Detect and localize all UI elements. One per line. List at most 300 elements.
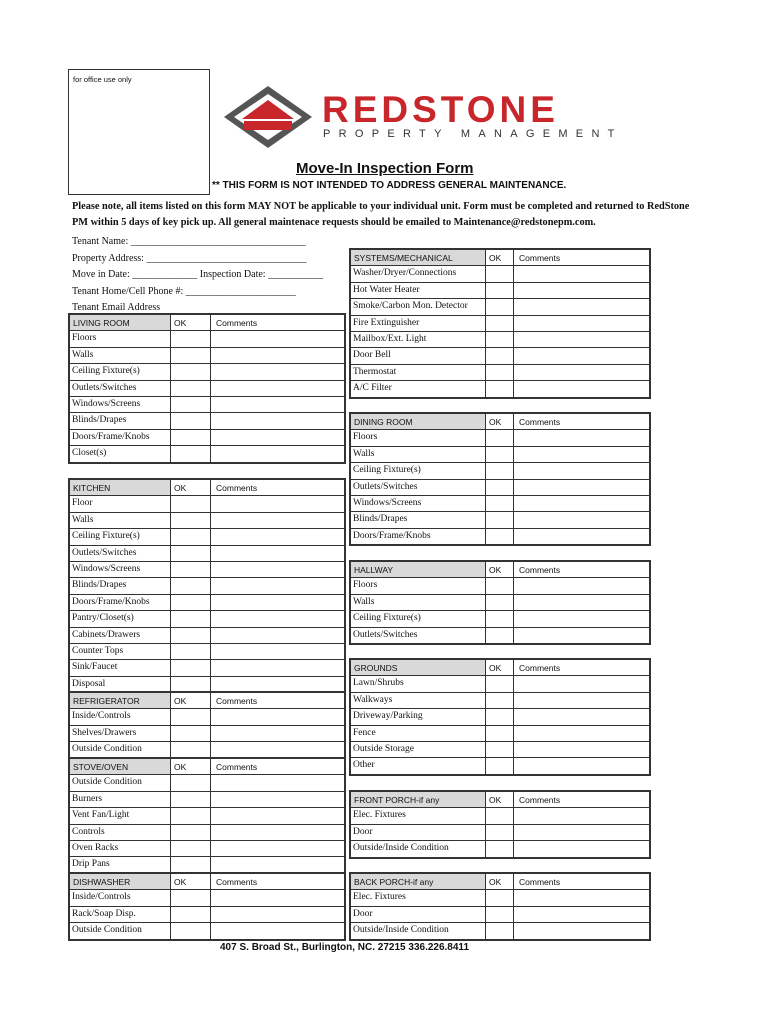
ok-label: OK xyxy=(174,318,187,328)
checklist-row[interactable] xyxy=(351,825,649,841)
ok-column-header xyxy=(485,792,486,807)
comments-cell[interactable] xyxy=(513,693,514,708)
comments-cell[interactable] xyxy=(513,923,514,939)
ok-column-header xyxy=(485,660,486,675)
ok-cell[interactable] xyxy=(485,841,486,857)
section-header xyxy=(351,660,649,676)
ok-cell[interactable] xyxy=(170,496,171,511)
checklist-row[interactable] xyxy=(351,628,649,644)
item-label: Blinds/Drapes xyxy=(72,580,127,591)
checklist-row[interactable] xyxy=(70,644,344,660)
ok-cell[interactable] xyxy=(485,266,486,281)
comments-cell[interactable] xyxy=(513,332,514,347)
item-label: Windows/Screens xyxy=(72,564,141,574)
item-label: Mailbox/Ext. Light xyxy=(353,334,427,344)
ok-column-header xyxy=(170,759,171,774)
comments-cell[interactable] xyxy=(210,808,211,823)
left-section-dishwasher xyxy=(68,872,346,941)
item-label: Blinds/Drapes xyxy=(72,415,127,426)
item-label: Pantry/Closet(s) xyxy=(72,613,134,624)
item-label: Sink/Faucet xyxy=(72,662,118,673)
ok-cell[interactable] xyxy=(485,595,486,610)
ok-cell[interactable] xyxy=(170,546,171,561)
checklist-row[interactable] xyxy=(70,595,344,611)
item-label: Disposal xyxy=(72,678,106,689)
ok-cell[interactable] xyxy=(170,792,171,807)
ok-cell[interactable] xyxy=(170,907,171,922)
item-label: Oven Racks xyxy=(72,843,119,853)
ok-column-header xyxy=(485,250,486,265)
ok-column-header xyxy=(485,874,486,889)
comments-cell[interactable] xyxy=(210,348,211,363)
comments-cell[interactable] xyxy=(210,907,211,922)
comments-cell[interactable] xyxy=(513,447,514,462)
checklist-row[interactable] xyxy=(351,299,649,315)
comments-cell[interactable] xyxy=(210,709,211,724)
right-section-hallway xyxy=(349,560,651,645)
ok-label: OK xyxy=(174,696,187,706)
checklist-row[interactable] xyxy=(70,446,344,462)
section-header xyxy=(70,759,344,775)
ok-cell[interactable] xyxy=(170,923,171,939)
ok-cell[interactable] xyxy=(170,709,171,724)
ok-cell[interactable] xyxy=(170,578,171,593)
checklist-row[interactable] xyxy=(70,907,344,923)
checklist-row[interactable] xyxy=(70,348,344,364)
ok-cell[interactable] xyxy=(485,611,486,626)
comments-cell[interactable] xyxy=(210,397,211,412)
ok-label: OK xyxy=(489,663,502,673)
ok-column-header xyxy=(170,315,171,330)
section-header xyxy=(351,414,649,430)
checklist-row[interactable] xyxy=(70,726,344,742)
ok-cell[interactable] xyxy=(485,480,486,495)
comments-cell[interactable] xyxy=(210,660,211,675)
checklist-row[interactable] xyxy=(351,480,649,496)
ok-cell[interactable] xyxy=(170,446,171,462)
comments-cell[interactable] xyxy=(210,644,211,659)
checklist-row[interactable] xyxy=(351,283,649,299)
ok-cell[interactable] xyxy=(170,808,171,823)
item-label: Windows/Screens xyxy=(353,498,422,508)
checklist-row[interactable] xyxy=(351,758,649,774)
section-header xyxy=(70,480,344,496)
item-label: Ceiling Fixture(s) xyxy=(72,531,140,542)
section-title: FRONT PORCH-if any xyxy=(351,792,485,807)
comments-cell[interactable] xyxy=(513,381,514,397)
ok-column-header xyxy=(485,414,486,429)
ok-cell[interactable] xyxy=(485,709,486,724)
ok-cell[interactable] xyxy=(170,841,171,856)
comments-label: Comments xyxy=(519,877,561,887)
section-title: LIVING ROOM xyxy=(70,315,170,330)
checklist-row[interactable] xyxy=(351,266,649,282)
ok-cell[interactable] xyxy=(170,348,171,363)
item-label: Shelves/Drawers xyxy=(72,727,137,738)
ok-cell[interactable] xyxy=(170,644,171,659)
section-header xyxy=(70,315,344,331)
item-label: Ceiling Fixture(s) xyxy=(353,465,421,476)
checklist-row[interactable] xyxy=(351,463,649,479)
ok-cell[interactable] xyxy=(170,513,171,528)
ok-cell[interactable] xyxy=(485,890,486,905)
checklist-row[interactable] xyxy=(351,742,649,758)
comments-cell[interactable] xyxy=(210,430,211,445)
comments-cell[interactable] xyxy=(210,825,211,840)
ok-cell[interactable] xyxy=(170,413,171,428)
item-label: Drip Pans xyxy=(72,859,110,870)
ok-cell[interactable] xyxy=(170,611,171,626)
comments-label: Comments xyxy=(519,417,561,427)
item-label: Floors xyxy=(72,333,97,344)
checklist-row[interactable] xyxy=(70,841,344,857)
item-label: Floor xyxy=(72,498,93,509)
item-label: Door xyxy=(353,826,373,837)
brand-tagline: PROPERTY MANAGEMENT xyxy=(323,128,623,140)
ok-cell[interactable] xyxy=(485,726,486,741)
item-label: Doors/Frame/Knobs xyxy=(72,431,150,442)
move-in-date-field[interactable]: Move in Date: _____________ Inspection Date: ___________ xyxy=(72,269,324,280)
ok-column-header xyxy=(170,874,171,889)
checklist-row[interactable] xyxy=(70,611,344,627)
comments-cell[interactable] xyxy=(210,331,211,346)
item-label: Closet(s) xyxy=(72,448,107,459)
ok-cell[interactable] xyxy=(170,775,171,790)
left-section-living-room xyxy=(68,313,346,464)
left-section-refrigerator xyxy=(68,691,346,760)
comments-cell[interactable] xyxy=(210,546,211,561)
item-label: Smoke/Carbon Mon. Detector xyxy=(353,301,468,312)
comments-label: Comments xyxy=(519,253,561,263)
comments-cell[interactable] xyxy=(210,792,211,807)
item-label: Windows/Screens xyxy=(72,399,141,409)
item-label: Ceiling Fixture(s) xyxy=(72,366,140,377)
checklist-row[interactable] xyxy=(70,413,344,429)
right-section-front-porch-if-any xyxy=(349,790,651,859)
tenant-name-field[interactable]: Tenant Name: ___________________________________ xyxy=(72,236,306,247)
section-title: HALLWAY xyxy=(351,562,485,577)
comments-label: Comments xyxy=(519,663,561,673)
comments-cell[interactable] xyxy=(210,446,211,462)
item-label: Cabinets/Drawers xyxy=(72,629,141,640)
section-title: DINING ROOM xyxy=(351,414,485,429)
checklist-row[interactable] xyxy=(351,348,649,364)
comments-cell[interactable] xyxy=(513,742,514,757)
comments-cell[interactable] xyxy=(210,413,211,428)
checklist-row[interactable] xyxy=(70,808,344,824)
ok-cell[interactable] xyxy=(485,463,486,478)
checklist-row[interactable] xyxy=(351,578,649,594)
comments-cell[interactable] xyxy=(513,316,514,331)
ok-cell[interactable] xyxy=(170,381,171,396)
checklist-row[interactable] xyxy=(70,709,344,725)
item-label: Burners xyxy=(72,793,103,804)
checklist-row[interactable] xyxy=(70,825,344,841)
ok-column-header xyxy=(170,480,171,495)
comments-cell[interactable] xyxy=(513,430,514,445)
footer-address: 407 S. Broad St., Burlington, NC. 27215 336.226.8411 xyxy=(220,942,469,953)
comments-cell[interactable] xyxy=(513,348,514,363)
ok-cell[interactable] xyxy=(170,628,171,643)
checklist-row[interactable] xyxy=(70,923,344,939)
ok-label: OK xyxy=(489,253,502,263)
ok-cell[interactable] xyxy=(485,578,486,593)
comments-label: Comments xyxy=(216,318,258,328)
comments-label: Comments xyxy=(216,696,258,706)
checklist-row[interactable] xyxy=(351,595,649,611)
tenant-phone-field[interactable]: Tenant Home/Cell Phone #: ______________________ xyxy=(72,286,296,297)
checklist-row[interactable] xyxy=(351,841,649,857)
ok-cell[interactable] xyxy=(485,365,486,380)
checklist-row[interactable] xyxy=(70,529,344,545)
brand-name: REDSTONE xyxy=(322,89,559,130)
comments-cell[interactable] xyxy=(513,578,514,593)
item-label: Blinds/Drapes xyxy=(353,514,408,525)
checklist-row[interactable] xyxy=(351,709,649,725)
checklist-row[interactable] xyxy=(351,529,649,545)
comments-column-header xyxy=(210,315,211,330)
checklist-row[interactable] xyxy=(351,726,649,742)
item-label: Fence xyxy=(353,727,376,738)
ok-cell[interactable] xyxy=(485,758,486,774)
item-label: Outside Condition xyxy=(72,777,142,788)
ok-cell[interactable] xyxy=(170,726,171,741)
ok-cell[interactable] xyxy=(485,316,486,331)
item-label: Elec. Fixtures xyxy=(353,892,406,903)
ok-cell[interactable] xyxy=(485,512,486,527)
office-use-label: for office use only xyxy=(73,75,132,84)
checklist-row[interactable] xyxy=(351,365,649,381)
item-label: Outside/Inside Condition xyxy=(353,843,449,854)
comments-column-header xyxy=(210,874,211,889)
ok-cell[interactable] xyxy=(485,332,486,347)
comments-column-header xyxy=(513,562,514,577)
ok-cell[interactable] xyxy=(170,364,171,379)
ok-cell[interactable] xyxy=(485,496,486,511)
ok-cell[interactable] xyxy=(485,299,486,314)
comments-cell[interactable] xyxy=(513,299,514,314)
maintenance-notice: ** THIS FORM IS NOT INTENDED TO ADDRESS GENERAL MAINTENANCE. xyxy=(212,180,567,191)
item-label: Rack/Soap Disp. xyxy=(72,908,136,919)
checklist-row[interactable] xyxy=(351,693,649,709)
item-label: Counter Tops xyxy=(72,646,124,656)
checklist-row[interactable] xyxy=(70,546,344,562)
comments-cell[interactable] xyxy=(513,611,514,626)
item-label: Outlets/Switches xyxy=(72,547,137,558)
ok-label: OK xyxy=(489,877,502,887)
checklist-row[interactable] xyxy=(351,907,649,923)
right-section-grounds xyxy=(349,658,651,776)
ok-cell[interactable] xyxy=(170,595,171,610)
section-title: KITCHEN xyxy=(70,480,170,495)
left-section-stove-oven xyxy=(68,757,346,875)
ok-cell[interactable] xyxy=(485,693,486,708)
checklist-row[interactable] xyxy=(351,512,649,528)
checklist-row[interactable] xyxy=(351,332,649,348)
ok-cell[interactable] xyxy=(485,742,486,757)
section-header xyxy=(351,562,649,578)
comments-cell[interactable] xyxy=(513,907,514,922)
office-use-box xyxy=(68,69,210,195)
comments-cell[interactable] xyxy=(513,758,514,774)
ok-cell[interactable] xyxy=(485,907,486,922)
right-section-back-porch-if-any xyxy=(349,872,651,941)
checklist-row[interactable] xyxy=(70,660,344,676)
ok-cell[interactable] xyxy=(485,808,486,823)
checklist-row[interactable] xyxy=(351,447,649,463)
checklist-row[interactable] xyxy=(351,430,649,446)
comments-column-header xyxy=(513,874,514,889)
comments-cell[interactable] xyxy=(210,364,211,379)
ok-cell[interactable] xyxy=(170,430,171,445)
checklist-row[interactable] xyxy=(70,890,344,906)
item-label: Inside/Controls xyxy=(72,711,131,722)
comments-cell[interactable] xyxy=(210,496,211,511)
comments-cell[interactable] xyxy=(210,578,211,593)
comments-cell[interactable] xyxy=(513,841,514,857)
item-label: Walls xyxy=(72,514,94,525)
checklist-row[interactable] xyxy=(70,381,344,397)
checklist-row[interactable] xyxy=(351,496,649,512)
comments-cell[interactable] xyxy=(513,595,514,610)
comments-cell[interactable] xyxy=(513,808,514,823)
comments-cell[interactable] xyxy=(210,628,211,643)
checklist-row[interactable] xyxy=(70,792,344,808)
item-label: Hot Water Heater xyxy=(353,284,420,295)
comments-cell[interactable] xyxy=(513,628,514,644)
comments-label: Comments xyxy=(216,483,258,493)
section-title: SYSTEMS/MECHANICAL xyxy=(351,250,485,265)
checklist-row[interactable] xyxy=(70,364,344,380)
comments-cell[interactable] xyxy=(513,676,514,691)
ok-cell[interactable] xyxy=(485,676,486,691)
comments-column-header xyxy=(210,693,211,708)
item-label: Driveway/Parking xyxy=(353,711,423,722)
comments-cell[interactable] xyxy=(513,463,514,478)
item-label: Fire Extinguisher xyxy=(353,317,420,328)
checklist-row[interactable] xyxy=(70,578,344,594)
item-label: Doors/Frame/Knobs xyxy=(353,530,431,541)
item-label: Outside Condition xyxy=(72,744,142,755)
property-address-field[interactable]: Property Address: ________________________________ xyxy=(72,253,307,264)
checklist-row[interactable] xyxy=(70,331,344,347)
section-header xyxy=(351,250,649,266)
comments-cell[interactable] xyxy=(513,825,514,840)
item-label: Washer/Dryer/Connections xyxy=(353,268,457,279)
ok-cell[interactable] xyxy=(170,660,171,675)
item-label: Ceiling Fixture(s) xyxy=(353,613,421,624)
ok-cell[interactable] xyxy=(485,283,486,298)
checklist-row[interactable] xyxy=(351,676,649,692)
checklist-row[interactable] xyxy=(351,316,649,332)
item-label: Door xyxy=(353,908,373,919)
comments-cell[interactable] xyxy=(513,709,514,724)
comments-cell[interactable] xyxy=(513,512,514,527)
comments-cell[interactable] xyxy=(210,513,211,528)
checklist-row[interactable] xyxy=(70,397,344,413)
comments-cell[interactable] xyxy=(513,529,514,545)
ok-cell[interactable] xyxy=(485,628,486,644)
comments-cell[interactable] xyxy=(210,775,211,790)
ok-label: OK xyxy=(174,877,187,887)
comments-cell[interactable] xyxy=(513,266,514,281)
item-label: Walls xyxy=(353,596,375,607)
checklist-row[interactable] xyxy=(351,923,649,939)
comments-cell[interactable] xyxy=(513,726,514,741)
ok-cell[interactable] xyxy=(170,529,171,544)
comments-cell[interactable] xyxy=(210,381,211,396)
ok-label: OK xyxy=(489,795,502,805)
item-label: Walls xyxy=(353,448,375,459)
ok-cell[interactable] xyxy=(485,348,486,363)
item-label: Elec. Fixtures xyxy=(353,810,406,821)
ok-cell[interactable] xyxy=(485,381,486,397)
ok-cell[interactable] xyxy=(170,825,171,840)
comments-cell[interactable] xyxy=(210,726,211,741)
item-label: Walkways xyxy=(353,694,393,705)
comments-cell[interactable] xyxy=(513,365,514,380)
comments-cell[interactable] xyxy=(210,890,211,905)
checklist-row[interactable] xyxy=(351,808,649,824)
item-label: Outlets/Switches xyxy=(72,382,137,393)
ok-cell[interactable] xyxy=(485,529,486,545)
item-label: Outside/Inside Condition xyxy=(353,925,449,936)
section-header xyxy=(70,874,344,890)
comments-cell[interactable] xyxy=(210,841,211,856)
ok-label: OK xyxy=(174,483,187,493)
checklist-row[interactable] xyxy=(70,430,344,446)
checklist-row[interactable] xyxy=(70,562,344,578)
checklist-row[interactable] xyxy=(70,513,344,529)
item-label: Floors xyxy=(353,580,378,591)
ok-cell[interactable] xyxy=(170,331,171,346)
comments-cell[interactable] xyxy=(513,480,514,495)
item-label: Outside Condition xyxy=(72,925,142,936)
comments-cell[interactable] xyxy=(513,496,514,511)
item-label: Controls xyxy=(72,826,105,837)
checklist-row[interactable] xyxy=(70,775,344,791)
comments-cell[interactable] xyxy=(210,923,211,939)
comments-column-header xyxy=(513,414,514,429)
item-label: Outside Storage xyxy=(353,744,414,754)
comments-cell[interactable] xyxy=(210,562,211,577)
comments-cell[interactable] xyxy=(513,283,514,298)
ok-cell[interactable] xyxy=(170,397,171,412)
comments-cell[interactable] xyxy=(210,611,211,626)
ok-cell[interactable] xyxy=(485,430,486,445)
comments-label: Comments xyxy=(519,795,561,805)
ok-cell[interactable] xyxy=(485,923,486,939)
ok-cell[interactable] xyxy=(170,890,171,905)
checklist-row[interactable] xyxy=(351,890,649,906)
tenant-email-field[interactable]: Tenant Email Address xyxy=(72,302,161,313)
checklist-row[interactable] xyxy=(70,496,344,512)
ok-cell[interactable] xyxy=(170,562,171,577)
comments-column-header xyxy=(210,480,211,495)
comments-column-header xyxy=(513,660,514,675)
comments-label: Comments xyxy=(216,877,258,887)
ok-cell[interactable] xyxy=(485,825,486,840)
comments-cell[interactable] xyxy=(513,890,514,905)
item-label: Thermostat xyxy=(353,366,397,377)
checklist-row[interactable] xyxy=(351,381,649,397)
comments-cell[interactable] xyxy=(210,595,211,610)
comments-cell[interactable] xyxy=(210,529,211,544)
left-section-kitchen xyxy=(68,478,346,694)
checklist-row[interactable] xyxy=(70,628,344,644)
ok-cell[interactable] xyxy=(485,447,486,462)
checklist-row[interactable] xyxy=(351,611,649,627)
